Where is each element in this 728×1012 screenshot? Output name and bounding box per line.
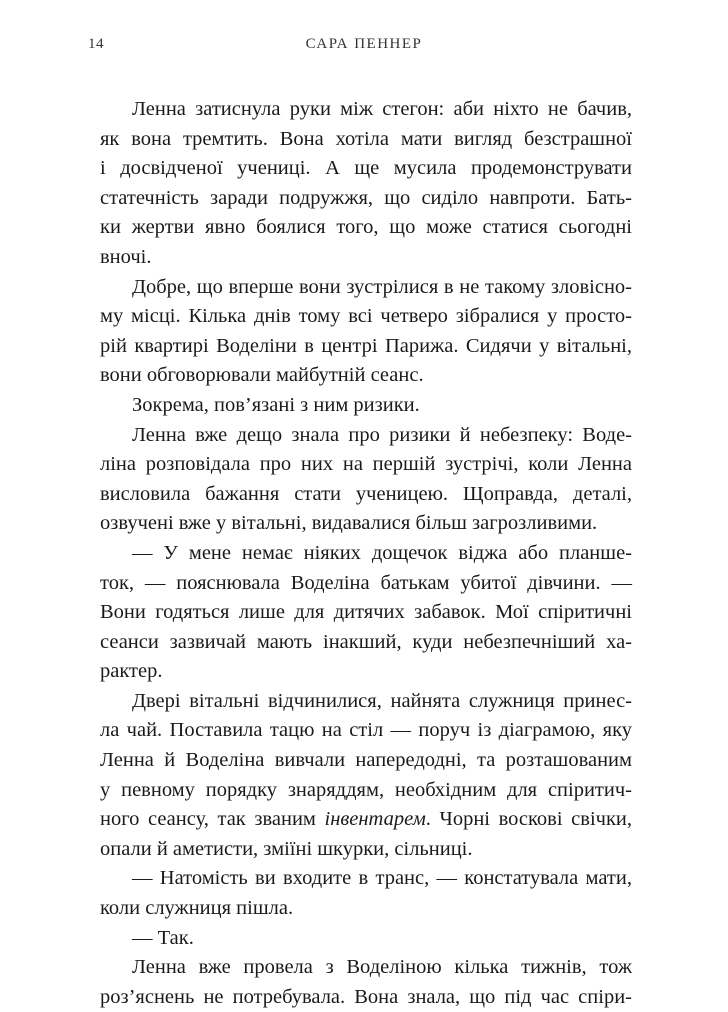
text-line: Зокрема, пов’язані з ним ризики. — [132, 393, 420, 416]
text-line: ки жертви явно боялися того, що може статися сьогодні — [100, 216, 632, 239]
text-line: ток, — пояснювала Воделіна батькам убитої дівчини. — — [100, 571, 632, 594]
text-line: ла чай. Поставила тацю на стіл — поруч із діаграмою, яку — [100, 719, 632, 742]
text-line: Добре, що вперше вони зустрілися в не такому зловісно- — [132, 275, 632, 298]
text-line: опали й аметисти, зміїні шкурки, сільниці. — [100, 837, 473, 860]
text-line: — Натомість ви входите в транс, — констатувала мати, — [132, 867, 632, 890]
running-head: САРА ПЕННЕР — [305, 36, 423, 52]
text-line: вони обговорювали майбутній сеанс. — [100, 364, 424, 387]
text-line: статечність заради подружжя, що сиділо навпроти. Бать- — [100, 186, 632, 209]
text-line: — У мене немає ніяких дощечок віджа або планше- — [132, 541, 632, 564]
text-line: вночі. — [100, 245, 152, 268]
italic-term: інвентарем — [324, 808, 426, 831]
text-line: сеанси зазвичай мають інакший, куди небезпечніший ха- — [100, 630, 632, 653]
text-line: озвучені вже у вітальні, видавалися більш загрозливими. — [100, 512, 598, 535]
text-line: висловила бажання стати ученицею. Щоправда, деталі, — [100, 482, 632, 505]
body-text — [100, 95, 632, 1012]
text-line: у певному порядку знаряддям, необхідним для спіритич- — [100, 778, 632, 801]
text-segment: . Чорні воскові свічки, — [425, 808, 632, 831]
text-line: рій квартирі Воделіни в центрі Парижа. Сидячи у вітальні, — [100, 334, 632, 357]
text-line: коли служниця пішла. — [100, 897, 294, 920]
text-line: Вони годяться лише для дитячих забавок. Мої спіритичні — [100, 601, 632, 624]
text-line: Двері вітальні відчинилися, найнята служниця принес- — [132, 689, 632, 712]
text-line: і досвідченої учениці. А ще мусила продемонструвати — [100, 157, 632, 180]
text-line: Ленна вже дещо знала про ризики й небезпеку: Воде- — [132, 423, 632, 446]
text-line: Ленна затиснула руки між стегон: аби ніхто не бачив, — [132, 98, 632, 120]
text-line: як вона тремтить. Вона хотіла мати вигляд безстрашної — [100, 127, 632, 150]
text-line — [100, 805, 632, 835]
text-line: Ленна й Воделіна вивчали напередодні, та розташованим — [100, 749, 632, 772]
text-line: му місці. Кілька днів тому всі четверо зібралися у просто- — [100, 305, 632, 328]
text-line: роз’яснень не потребувала. Вона знала, що під час спіри- — [100, 985, 632, 1008]
text-segment: ного сеансу, так званим — [100, 808, 325, 831]
text-line: — Так. — [132, 926, 194, 949]
text-line: ліна розповідала про них на першій зустрічі, коли Ленна — [100, 453, 632, 476]
page-number: 14 — [88, 36, 104, 52]
text-line: Ленна вже провела з Воделіною кілька тижнів, тож — [132, 956, 632, 979]
text-line: рактер. — [100, 660, 163, 683]
